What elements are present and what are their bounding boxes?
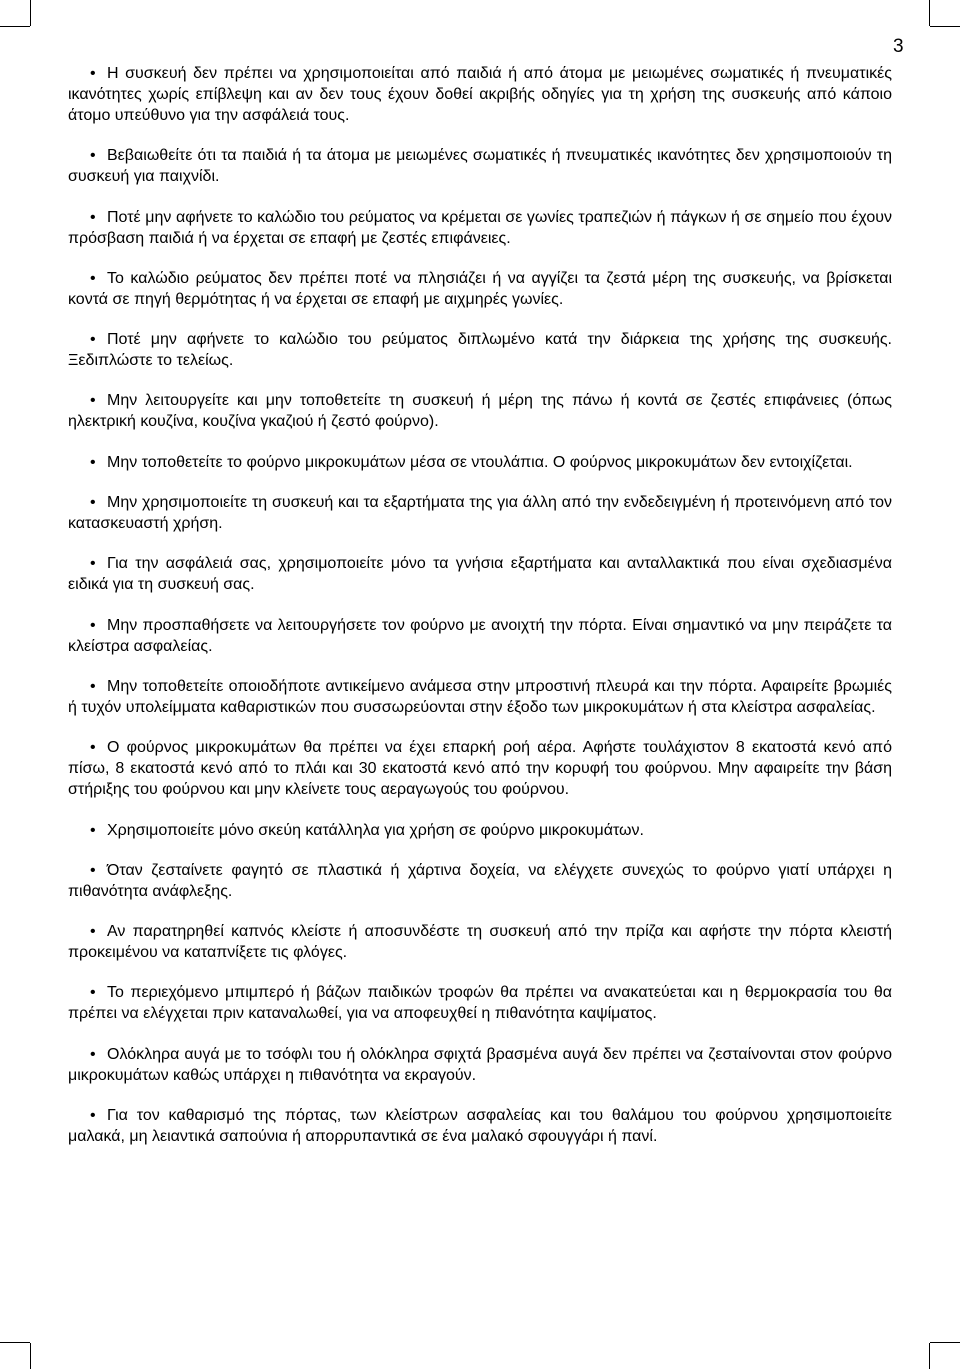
item-text: Βεβαιωθείτε ότι τα παιδιά ή τα άτομα με μειωμένες σωματικές ή πνευματικές ικανότητες δεν χρησιμοποιούν τη συσκευή για παιχνίδι. [68, 147, 892, 186]
bullet-icon: • [90, 739, 96, 757]
crop-mark-bottom-right [930, 1342, 960, 1343]
bullet-icon: • [90, 147, 96, 165]
crop-mark-top-left [0, 26, 30, 27]
bullet-icon: • [90, 1107, 96, 1125]
item-text: Μην λειτουργείτε και μην τοποθετείτε τη συσκευή ή μέρη της πάνω ή κοντά σε ζεστές επιφάνειες (όπως ηλεκτρική κουζίνα, κουζίνα γκαζιού ή ζεστό φούρνο). [68, 392, 892, 431]
item-text: Το περιεχόμενο μπιμπερό ή βάζων παιδικών τροφών θα πρέπει να ανακατεύεται και η θερμοκρασία του θα πρέπει να ελέγχεται πριν καταναλωθεί, για να αποφευχθεί η πιθανότητα καψίματος. [68, 984, 892, 1023]
crop-mark-top-left [30, 0, 31, 26]
bullet-icon: • [90, 984, 96, 1002]
list-item [68, 553, 892, 595]
list-item [68, 452, 892, 473]
bullet-icon: • [90, 923, 96, 941]
item-text: Ολόκληρα αυγά με το τσόφλι του ή ολόκληρα σφιχτά βρασμένα αυγά δεν πρέπει να ζεσταίνονται στον φούρνο μικροκυμάτων καθώς υπάρχει η πιθανότητα να εκραγούν. [68, 1045, 892, 1084]
bullet-icon: • [90, 494, 96, 512]
bullet-icon: • [90, 269, 96, 287]
item-text: Χρησιμοποιείτε μόνο σκεύη κατάλληλα για χρήση σε φούρνο μικροκυμάτων. [107, 821, 644, 839]
item-text: Ποτέ μην αφήνετε το καλώδιο του ρεύματος να κρέμεται σε γωνίες τραπεζιών ή πάγκων ή σε σημείο που έχουν πρόσβαση παιδιά ή να έρχεται σε επαφή με ζεστές επιφάνειες. [68, 208, 892, 247]
crop-mark-top-right [930, 26, 960, 27]
item-text: Το καλώδιο ρεύματος δεν πρέπει ποτέ να πλησιάζει ή να αγγίζει τα ζεστά μέρη της συσκευής, να βρίσκεται κοντά σε πηγή θερμότητας ή να έρχεται σε επαφή με αιχμηρές γωνίες. [68, 269, 892, 308]
item-text: Όταν ζεσταίνετε φαγητό σε πλαστικά ή χάρτινα δοχεία, να ελέγχετε συνεχώς το φούρνο γιατί υπάρχει η πιθανότητα ανάφλεξης. [68, 861, 892, 900]
list-item [68, 820, 892, 841]
bullet-icon: • [90, 677, 96, 695]
item-text: Μην χρησιμοποιείτε τη συσκευή και τα εξαρτήματα της για άλλη από την ενδεδειγμένη ή προτεινόμενη από τον κατασκευαστή χρήση. [68, 494, 892, 533]
bullet-icon: • [90, 616, 96, 634]
bullet-icon: • [90, 1045, 96, 1063]
item-text: Ο φούρνος μικροκυμάτων θα πρέπει να έχει επαρκή ροή αέρα. Αφήστε τουλάχιστον 8 εκατοστά κενό από πίσω, 8 εκατοστά κενό από το πλάι και 30 εκατοστά κενό από την κορυφή του φούρνου. Μην αφαιρείτε την βάση στήριξης του φούρνου και μην κλείνετε τους αεραγωγούς του φούρνου. [68, 739, 892, 799]
item-text: Για τον καθαρισμό της πόρτας, των κλείστρων ασφαλείας και του θαλάμου του φούρνου χρησιμοποιείτε μαλακά, μη λειαντικά σαπούνια ή απορρυπαντικά σε ένα μαλακό σφουγγάρι ή πανί. [68, 1107, 892, 1146]
list-item [68, 207, 892, 249]
page-number: 3 [893, 36, 904, 57]
crop-mark-bottom-left [0, 1342, 30, 1343]
list-item [68, 737, 892, 800]
bullet-icon: • [90, 555, 96, 573]
bullet-icon: • [90, 861, 96, 879]
safety-instructions-list [68, 63, 892, 1166]
list-item [68, 921, 892, 963]
list-item [68, 268, 892, 310]
item-text: Μην προσπαθήσετε να λειτουργήσετε τον φούρνο με ανοιχτή την πόρτα. Είναι σημαντικό να μην πειράζετε τα κλείστρα ασφαλείας. [68, 616, 892, 655]
bullet-icon: • [90, 821, 96, 839]
item-text: Η συσκευή δεν πρέπει να χρησιμοποιείται από παιδιά ή από άτομα με μειωμένες σωματικές ή πνευματικές ικανότητες χωρίς επίβλεψη και αν δεν τους έχουν δοθεί ακριβής οδηγίες για τη χρήση της συσκευής από κάποιο άτομο υπεύθυνο για την ασφάλειά τους. [68, 65, 892, 124]
list-item [68, 329, 892, 371]
crop-mark-bottom-right [929, 1343, 930, 1369]
list-item [68, 615, 892, 657]
list-item [68, 390, 892, 432]
list-item [68, 63, 892, 126]
bullet-icon: • [90, 392, 96, 410]
crop-mark-bottom-left [30, 1343, 31, 1369]
item-text: Αν παρατηρηθεί καπνός κλείστε ή αποσυνδέστε τη συσκευή από την πρίζα και αφήστε την πόρτα κλειστή προκειμένου να καταπνίξετε τις φλόγες. [68, 923, 892, 962]
item-text: Μην τοποθετείτε το φούρνο μικροκυμάτων μέσα σε ντουλάπια. Ο φούρνος μικροκυμάτων δεν εντοιχίζεται. [107, 453, 853, 471]
list-item [68, 860, 892, 902]
bullet-icon: • [90, 208, 96, 226]
list-item [68, 982, 892, 1024]
bullet-icon: • [90, 65, 96, 82]
crop-mark-top-right [929, 0, 930, 26]
list-item [68, 492, 892, 534]
item-text: Ποτέ μην αφήνετε το καλώδιο του ρεύματος διπλωμένο κατά την διάρκεια της χρήσης της συσκευής. Ξεδιπλώστε το τελείως. [68, 331, 892, 370]
list-item [68, 1044, 892, 1086]
bullet-icon: • [90, 453, 96, 471]
list-item [68, 1105, 892, 1147]
item-text: Για την ασφάλειά σας, χρησιμοποιείτε μόνο τα γνήσια εξαρτήματα και ανταλλακτικά που είναι σχεδιασμένα ειδικά για τη συσκευή σας. [68, 555, 892, 594]
list-item [68, 145, 892, 187]
bullet-icon: • [90, 331, 96, 349]
item-text: Μην τοποθετείτε οποιοδήποτε αντικείμενο ανάμεσα στην μπροστινή πλευρά και την πόρτα. Αφαιρείτε βρωμιές ή τυχόν υπολείμματα καθαριστικών που συσσωρεύονται στην έξοδο των μικροκυμάτων ή στα κλείστρα ασφαλείας. [68, 677, 892, 716]
list-item [68, 676, 892, 718]
